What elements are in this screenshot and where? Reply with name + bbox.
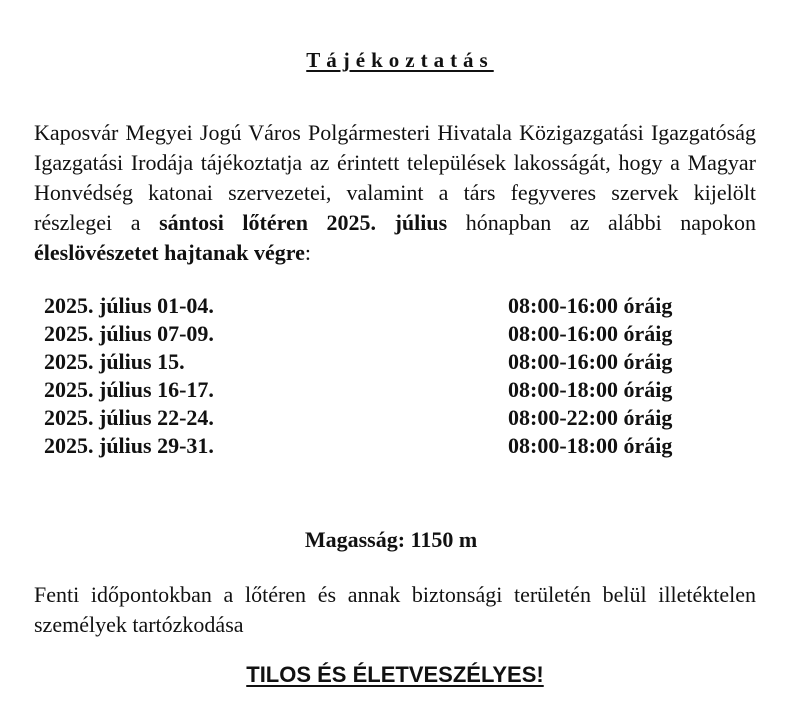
schedule-date: 2025. július 22-24. <box>44 405 214 430</box>
schedule-time: 08:00-18:00 óráig <box>508 377 673 402</box>
footer-paragraph: Fenti időpontokban a lőtéren és annak biztonsági területén belül illetéktelen személyek tartózkodása <box>34 582 756 637</box>
schedule-row <box>44 348 724 376</box>
schedule-date: 2025. július 16-17. <box>44 377 214 402</box>
intro-text-2: hónapban az alábbi napokon <box>447 210 757 235</box>
schedule-time: 08:00-16:00 óráig <box>508 293 673 318</box>
schedule-row <box>44 320 724 348</box>
warning-heading: TILOS ÉS ÉLETVESZÉLYES! <box>246 662 544 687</box>
schedule-time: 08:00-16:00 óráig <box>508 349 673 374</box>
schedule-row <box>44 404 724 432</box>
schedule-list <box>44 292 724 460</box>
document-title: Tájékoztatás <box>306 48 494 72</box>
schedule-date: 2025. július 29-31. <box>44 433 214 458</box>
schedule-row <box>44 376 724 404</box>
schedule-time: 08:00-18:00 óráig <box>508 433 673 458</box>
schedule-date: 2025. július 15. <box>44 349 185 374</box>
schedule-date: 2025. július 07-09. <box>44 321 214 346</box>
schedule-time: 08:00-16:00 óráig <box>508 321 673 346</box>
schedule-row <box>44 432 724 460</box>
intro-bold-location: sántosi lőtéren 2025. július <box>159 210 448 235</box>
intro-text-3: : <box>304 240 311 265</box>
altitude-line: Magasság: 1150 m <box>304 527 478 552</box>
schedule-date: 2025. július 01-04. <box>44 293 214 318</box>
intro-paragraph <box>34 118 756 268</box>
schedule-row <box>44 292 724 320</box>
intro-bold-action: éleslövészetet hajtanak végre <box>34 240 305 265</box>
schedule-time: 08:00-22:00 óráig <box>508 405 673 430</box>
intro-text-1: Kaposvár Megyei Jogú Város Polgármesteri Hivatala Közigazgatási Igazgatóság Igazgatási Irodája tájékoztatja az érintett települések lakosságát, hogy a Magyar Honvédség katonai szervezetei, valamint a társ fegyveres szervek kijelölt részlegei a <box>34 120 756 235</box>
